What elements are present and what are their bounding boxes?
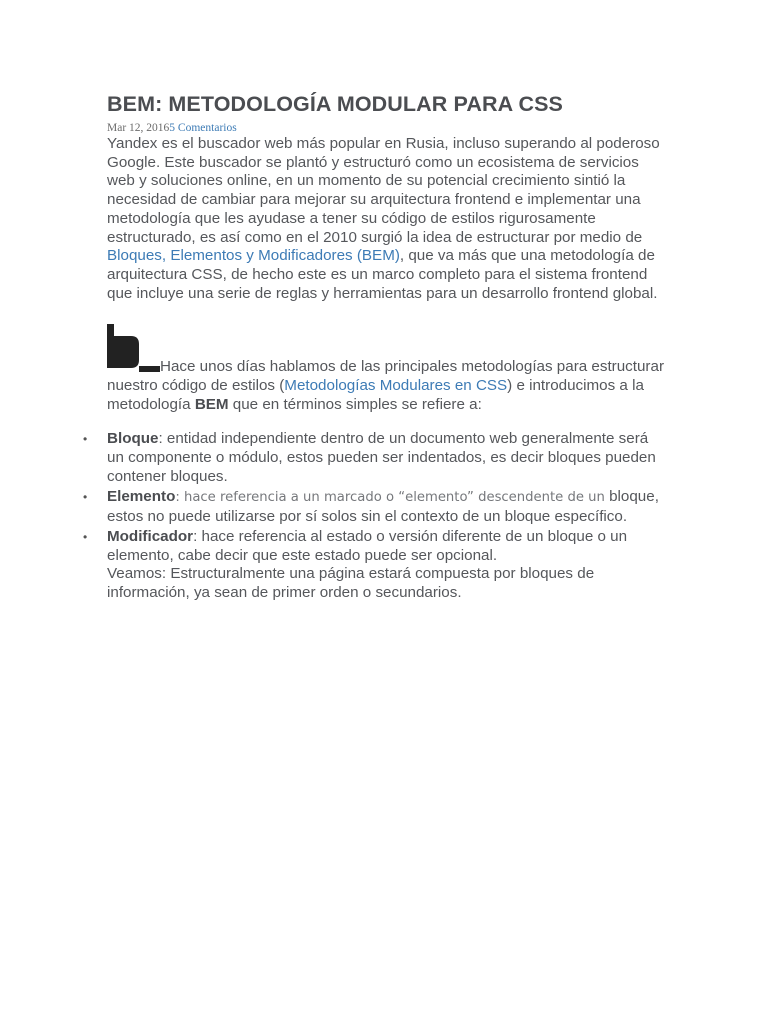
term-text: : hace referencia al estado o versión diferente de un bloque o un elemento, cabe decir que este estado puede ser opcional.	[107, 527, 628, 564]
term-name: Elemento	[107, 488, 176, 506]
list-item	[83, 527, 667, 603]
term-name: Bloque	[107, 430, 159, 448]
second-text-end: que en términos simples se refiere a:	[228, 395, 482, 413]
bem-bold: BEM	[194, 395, 229, 413]
article-date: Mar 12, 2016	[107, 122, 170, 134]
logo-container	[107, 324, 667, 374]
list-item	[83, 488, 667, 526]
list-item	[83, 430, 667, 486]
term-text-light: : hace referencia a un marcado o “elemento” descendente de un	[175, 490, 605, 506]
article-title: BEM: METODOLOGÍA MODULAR PARA CSS	[107, 92, 563, 116]
second-text-mid: ) e introducimos a la metodología	[107, 377, 644, 413]
intro-text: Yandex es el buscador web más popular en Rusia, incluso superando al poderoso Google. Este buscador se plantó y estructuró como un ecosistema de servicios web y soluciones online, en un momento de su potencial crecimiento sintió la necesidad de cambiar para mejorar su arquitectura frontend e implementar una metodología que les ayudase a tener su código de estilos rigurosamente estructurado, es así como en el 2010 surgió la idea de estructurar por medio de	[107, 135, 660, 246]
article-meta	[107, 121, 667, 135]
bullet: •	[83, 490, 88, 505]
bem-link[interactable]: Bloques, Elementos y Modificadores (BEM)	[107, 247, 400, 265]
bullet: •	[83, 432, 88, 447]
intro-text-end: , que va más que una metodología de arquitectura CSS, de hecho este es un marco completo para el sistema frontend que incluye una serie de reglas y herramientas para un desarrollo frontend global.	[107, 247, 658, 302]
bem-logo-icon	[107, 324, 161, 374]
terms-list	[83, 430, 667, 602]
methodologies-link[interactable]: Metodologías Modulares en CSS	[284, 377, 508, 395]
term-text: bloque, estos no puede utilizarse por sí solos sin el contexto de un bloque específico.	[107, 488, 659, 525]
intro-paragraph	[107, 135, 667, 303]
article	[83, 90, 667, 604]
second-text: Hace unos días hablamos de las principales metodologías para estructurar nuestro código de estilos (	[107, 358, 664, 395]
bullet: •	[83, 529, 88, 544]
continuation-text: Veamos: Estructuralmente una página estará compuesta por bloques de información, ya sean de primer orden o secundarios.	[107, 565, 595, 602]
comments-link[interactable]: 5 Comentarios	[169, 122, 237, 134]
term-text: : entidad independiente dentro de un documento web generalmente será un componente o módulo, estos pueden ser indentados, es decir bloques pueden contener bloques.	[107, 430, 656, 485]
term-name: Modificador	[107, 527, 194, 545]
